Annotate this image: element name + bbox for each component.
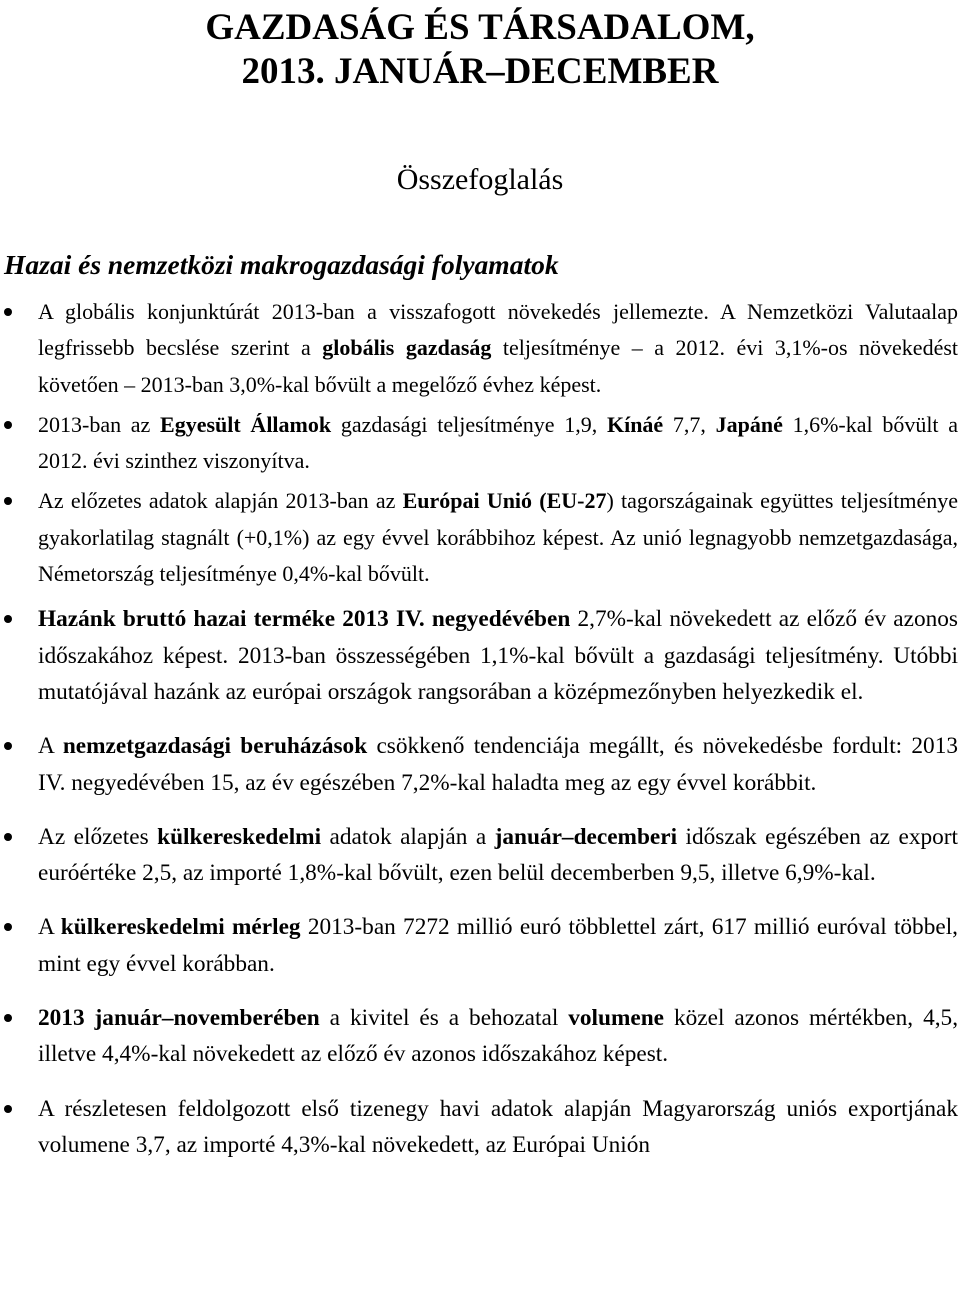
bullet-item-global-economy: A globális konjunktúrát 2013-ban a visszafogott növekedés jellemezte. A Nemzetközi Valutaalap legfrissebb becslése szerint a globális gazdaság teljesítménye – a 2012. évi 3,1%-os növekedést követően – 2013-ban 3,0%-kal bővült a megelőző évhez képest. [0,294,960,403]
summary-heading: Összefoglalás [396,163,564,196]
bullet-item-trade-volume: 2013 január–novemberében a kivitel és a behozatal volumene közel azonos mértékben, 4,5, illetve 4,4%-kal növekedett az előző év azonos időszakához képest. [0,1000,960,1073]
bullet-item-gdp: Hazánk bruttó hazai terméke 2013 IV. negyedévében 2,7%-kal növekedett az előző év azonos időszakához képest. 2013-ban összességében 1,1%-kal bővült a gazdasági teljesítmény. Utóbbi mutatójával hazánk az európai országok rangsorában a középmezőnyben helyezkedik el. [0,601,960,710]
title-line-2: 2013. JANUÁR–DECEMBER [241,51,719,92]
bullet-item-trade-balance: A külkereskedelmi mérleg 2013-ban 7272 millió euró többlettel zárt, 617 millió euróval többel, mint egy évvel korábban. [0,909,960,982]
title-line-1: GAZDASÁG ÉS TÁRSADALOM, [205,7,755,48]
bullet-item-foreign-trade: Az előzetes külkereskedelmi adatok alapján a január–decemberi időszak egészében az export euróértéke 2,5, az importé 1,8%-kal bővült, ezen belül decemberben 9,5, illetve 6,9%-kal. [0,819,960,892]
bullet-item-major-economies: 2013-ban az Egyesült Államok gazdasági teljesítménye 1,9, Kínáé 7,7, Japáné 1,6%-kal bővült a 2012. évi szinthez viszonyítva. [0,407,960,480]
bullet-item-eu-exports: A részletesen feldolgozott első tizenegy havi adatok alapján Magyarország uniós exportjának volumene 3,7, az importé 4,3%-kal növekedett, az Európai Unión [0,1091,960,1164]
bullet-item-investment: A nemzetgazdasági beruházások csökkenő tendenciája megállt, és növekedésbe fordult: 2013 IV. negyedévében 15, az év egészében 7,2%-kal haladta meg az egy évvel korábbit. [0,728,960,801]
bullet-list [0,294,960,1163]
section-heading: Hazai és nemzetközi makrogazdasági folyamatok [4,249,559,280]
document-title [0,6,960,94]
bullet-item-eu: Az előzetes adatok alapján 2013-ban az Európai Unió (EU-27) tagországainak együttes teljesítménye gyakorlatilag stagnált (+0,1%) az egy évvel korábbihoz képest. Az unió legnagyobb nemzetgazdasága, Németország teljesítménye 0,4%-kal bővült. [0,483,960,592]
